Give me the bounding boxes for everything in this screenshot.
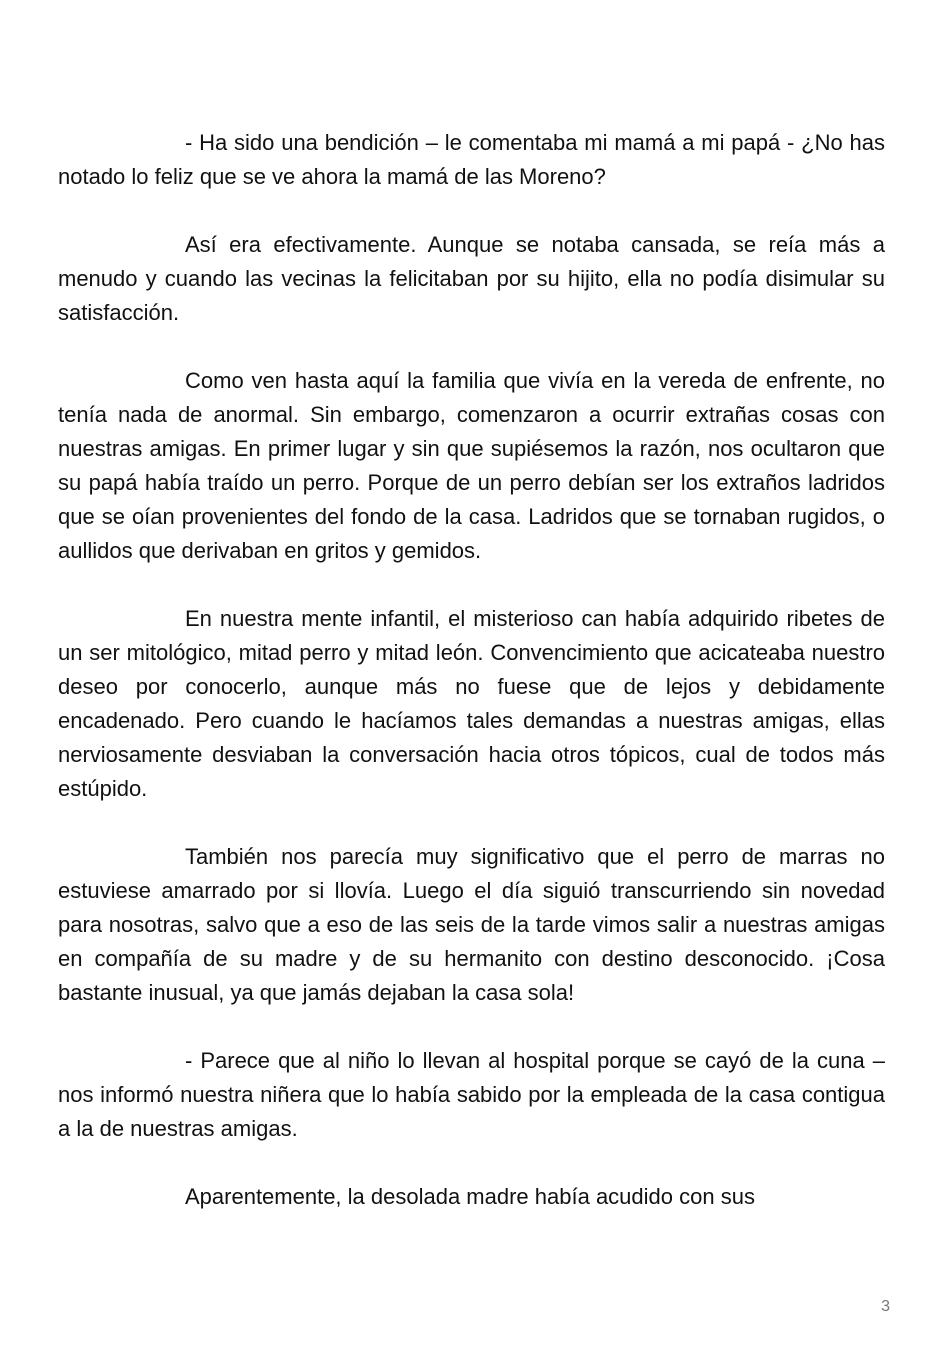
paragraph-4: En nuestra mente infantil, el misterioso can había adquirido ribetes de un ser mitológico, mitad perro y mitad león. Convencimiento que acicateaba nuestro deseo por conocerlo, aunque más no fuese que de lejos y debidamente encadenado. Pero cuando le hacíamos tales demandas a nuestras amigas, ellas nerviosamente desviaban la conversación hacia otros tópicos, cual de todos más estúpido. xyxy=(58,606,885,801)
paragraph-3: Como ven hasta aquí la familia que vivía en la vereda de enfrente, no tenía nada de anormal. Sin embargo, comenzaron a ocurrir extrañas cosas con nuestras amigas. En primer lugar y sin que supiésemos la razón, nos ocultaron que su papá había traído un perro. Porque de un perro debían ser los extraños ladridos que se oían provenientes del fondo de la casa. Ladridos que se tornaban rugidos, o aullidos que derivaban en gritos y gemidos. xyxy=(58,368,885,563)
paragraph-6: - Parece que al niño lo llevan al hospital porque se cayó de la cuna – nos informó nuestra niñera que lo había sabido por la empleada de la casa contigua a la de nuestras amigas. xyxy=(58,1048,885,1141)
paragraph-7: Aparentemente, la desolada madre había acudido con sus xyxy=(185,1184,755,1209)
paragraph-5: También nos parecía muy significativo que el perro de marras no estuviese amarrado por si llovía. Luego el día siguió transcurriendo sin novedad para nosotras, salvo que a eso de las seis de la tarde vimos salir a nuestras amigas en compañía de su madre y de su hermanito con destino desconocido. ¡Cosa bastante inusual, ya que jamás dejaban la casa sola! xyxy=(58,844,885,1005)
body-text xyxy=(58,126,885,1248)
page-number: 3 xyxy=(881,1298,890,1315)
paragraph-1: - Ha sido una bendición – le comentaba mi mamá a mi papá - ¿No has notado lo feliz que se ve ahora la mamá de las Moreno? xyxy=(58,130,885,189)
paragraph-2: Así era efectivamente. Aunque se notaba cansada, se reía más a menudo y cuando las vecinas la felicitaban por su hijito, ella no podía disimular su satisfacción. xyxy=(58,232,885,325)
